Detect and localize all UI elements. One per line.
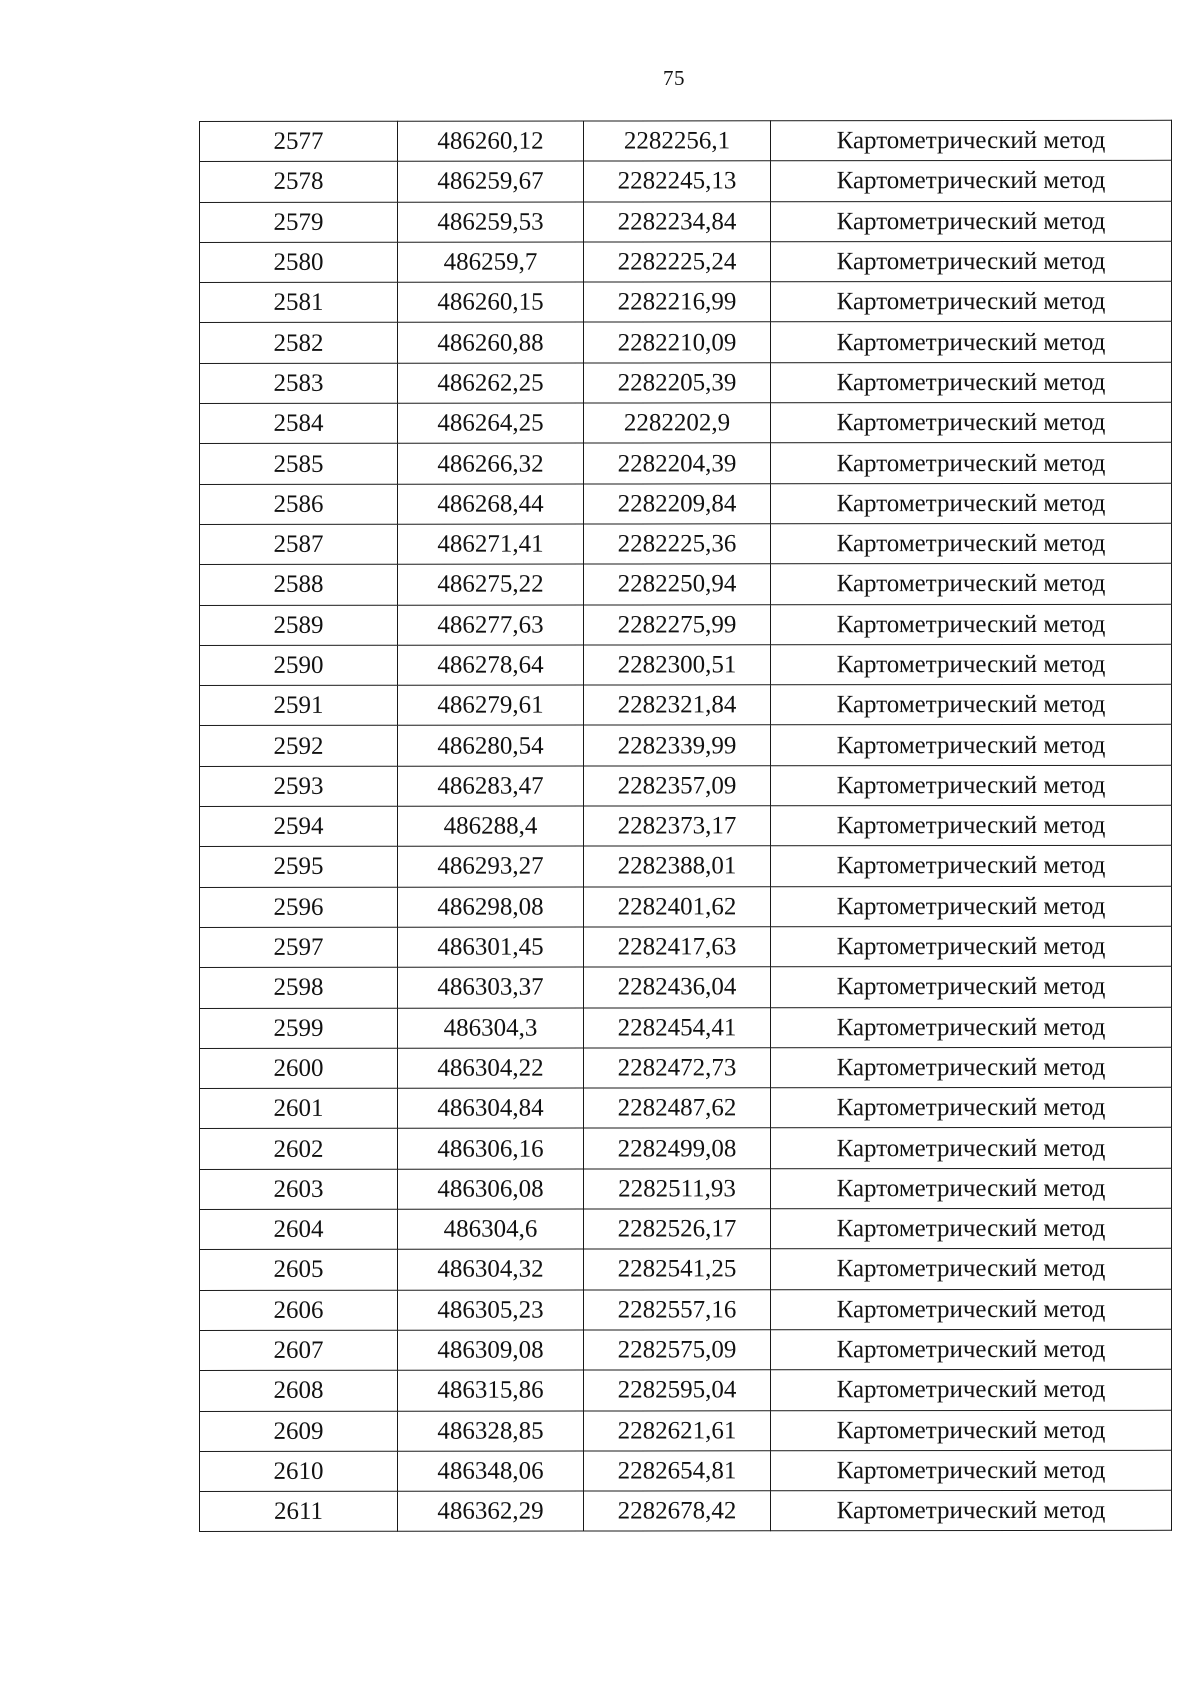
y-coordinate-cell: 2282321,84 bbox=[584, 685, 771, 726]
method-cell: Картометрический метод bbox=[771, 1410, 1172, 1451]
table-row bbox=[200, 201, 1172, 242]
point-number-cell: 2592 bbox=[200, 726, 398, 767]
point-number-cell: 2584 bbox=[200, 403, 398, 444]
table-row bbox=[200, 846, 1172, 887]
x-coordinate-cell: 486362,29 bbox=[398, 1491, 584, 1532]
method-cell: Картометрический метод bbox=[771, 322, 1172, 363]
table-row bbox=[200, 281, 1172, 322]
x-coordinate-cell: 486266,32 bbox=[398, 443, 584, 484]
y-coordinate-cell: 2282621,61 bbox=[584, 1410, 771, 1451]
table-row bbox=[200, 483, 1172, 524]
y-coordinate-cell: 2282234,84 bbox=[584, 201, 771, 242]
x-coordinate-cell: 486259,67 bbox=[398, 161, 584, 202]
y-coordinate-cell: 2282454,41 bbox=[584, 1007, 771, 1048]
method-cell: Картометрический метод bbox=[771, 1450, 1172, 1491]
point-number-cell: 2578 bbox=[200, 162, 398, 203]
method-cell: Картометрический метод bbox=[771, 201, 1172, 242]
method-cell: Картометрический метод bbox=[771, 684, 1172, 725]
y-coordinate-cell: 2282250,94 bbox=[584, 564, 771, 605]
method-cell: Картометрический метод bbox=[771, 1289, 1172, 1330]
y-coordinate-cell: 2282216,99 bbox=[584, 282, 771, 323]
table-row bbox=[200, 1128, 1172, 1169]
y-coordinate-cell: 2282388,01 bbox=[584, 846, 771, 887]
point-number-cell: 2588 bbox=[200, 565, 398, 606]
table-row bbox=[200, 322, 1172, 363]
x-coordinate-cell: 486264,25 bbox=[398, 403, 584, 444]
point-number-cell: 2605 bbox=[200, 1250, 398, 1291]
table-row bbox=[200, 161, 1172, 202]
method-cell: Картометрический метод bbox=[771, 402, 1172, 443]
table-row bbox=[200, 1087, 1172, 1128]
x-coordinate-cell: 486262,25 bbox=[398, 363, 584, 404]
method-cell: Картометрический метод bbox=[771, 483, 1172, 524]
method-cell: Картометрический метод bbox=[771, 1370, 1172, 1411]
point-number-cell: 2579 bbox=[200, 202, 398, 243]
method-cell: Картометрический метод bbox=[771, 725, 1172, 766]
method-cell: Картометрический метод bbox=[771, 765, 1172, 806]
point-number-cell: 2608 bbox=[200, 1370, 398, 1411]
table-row bbox=[200, 564, 1172, 605]
point-number-cell: 2589 bbox=[200, 605, 398, 646]
x-coordinate-cell: 486306,16 bbox=[398, 1128, 584, 1169]
method-cell: Картометрический метод bbox=[771, 1087, 1172, 1128]
y-coordinate-cell: 2282595,04 bbox=[584, 1370, 771, 1411]
y-coordinate-cell: 2282557,16 bbox=[584, 1289, 771, 1330]
x-coordinate-cell: 486279,61 bbox=[398, 685, 584, 726]
x-coordinate-cell: 486283,47 bbox=[398, 766, 584, 807]
point-number-cell: 2590 bbox=[200, 645, 398, 686]
y-coordinate-cell: 2282654,81 bbox=[584, 1451, 771, 1492]
method-cell: Картометрический метод bbox=[771, 1490, 1172, 1531]
method-cell: Картометрический метод bbox=[771, 805, 1172, 846]
method-cell: Картометрический метод bbox=[771, 1208, 1172, 1249]
method-cell: Картометрический метод bbox=[771, 886, 1172, 927]
y-coordinate-cell: 2282245,13 bbox=[584, 161, 771, 202]
method-cell: Картометрический метод bbox=[771, 1007, 1172, 1048]
y-coordinate-cell: 2282511,93 bbox=[584, 1169, 771, 1210]
x-coordinate-cell: 486260,15 bbox=[398, 282, 584, 323]
point-number-cell: 2598 bbox=[200, 967, 398, 1008]
y-coordinate-cell: 2282487,62 bbox=[584, 1088, 771, 1129]
x-coordinate-cell: 486306,08 bbox=[398, 1169, 584, 1210]
method-cell: Картометрический метод bbox=[771, 1047, 1172, 1088]
x-coordinate-cell: 486315,86 bbox=[398, 1370, 584, 1411]
y-coordinate-cell: 2282499,08 bbox=[584, 1128, 771, 1169]
page-number: 75 bbox=[663, 66, 685, 90]
y-coordinate-cell: 2282300,51 bbox=[584, 645, 771, 686]
y-coordinate-cell: 2282339,99 bbox=[584, 725, 771, 766]
y-coordinate-cell: 2282225,24 bbox=[584, 242, 771, 283]
y-coordinate-cell: 2282256,1 bbox=[584, 121, 771, 162]
point-number-cell: 2607 bbox=[200, 1330, 398, 1371]
table-row bbox=[200, 1208, 1172, 1249]
x-coordinate-cell: 486298,08 bbox=[398, 887, 584, 928]
y-coordinate-cell: 2282204,39 bbox=[584, 443, 771, 484]
x-coordinate-cell: 486348,06 bbox=[398, 1451, 584, 1492]
point-number-cell: 2596 bbox=[200, 887, 398, 928]
table-row bbox=[200, 765, 1172, 806]
point-number-cell: 2582 bbox=[200, 323, 398, 364]
x-coordinate-cell: 486259,53 bbox=[398, 202, 584, 243]
table-row bbox=[200, 241, 1172, 282]
table-row bbox=[200, 1047, 1172, 1088]
y-coordinate-cell: 2282275,99 bbox=[584, 604, 771, 645]
x-coordinate-cell: 486268,44 bbox=[398, 484, 584, 525]
x-coordinate-cell: 486328,85 bbox=[398, 1411, 584, 1452]
table-row bbox=[200, 604, 1172, 645]
table-row bbox=[200, 443, 1172, 484]
point-number-cell: 2593 bbox=[200, 766, 398, 807]
x-coordinate-cell: 486293,27 bbox=[398, 846, 584, 887]
x-coordinate-cell: 486304,3 bbox=[398, 1008, 584, 1049]
x-coordinate-cell: 486259,7 bbox=[398, 242, 584, 283]
point-number-cell: 2580 bbox=[200, 242, 398, 283]
method-cell: Картометрический метод bbox=[771, 362, 1172, 403]
table-row bbox=[200, 1168, 1172, 1209]
method-cell: Картометрический метод bbox=[771, 644, 1172, 685]
table-row bbox=[200, 1249, 1172, 1290]
y-coordinate-cell: 2282472,73 bbox=[584, 1048, 771, 1089]
table-row bbox=[200, 967, 1172, 1008]
method-cell: Картометрический метод bbox=[771, 161, 1172, 202]
method-cell: Картометрический метод bbox=[771, 241, 1172, 282]
point-number-cell: 2587 bbox=[200, 524, 398, 565]
point-number-cell: 2597 bbox=[200, 927, 398, 968]
coordinates-table bbox=[199, 120, 1172, 1533]
point-number-cell: 2600 bbox=[200, 1048, 398, 1089]
y-coordinate-cell: 2282401,62 bbox=[584, 886, 771, 927]
point-number-cell: 2595 bbox=[200, 847, 398, 888]
table-row bbox=[200, 926, 1172, 967]
point-number-cell: 2581 bbox=[200, 282, 398, 323]
table-row bbox=[200, 886, 1172, 927]
point-number-cell: 2599 bbox=[200, 1008, 398, 1049]
y-coordinate-cell: 2282417,63 bbox=[584, 927, 771, 968]
method-cell: Картометрический метод bbox=[771, 1329, 1172, 1370]
table-row bbox=[200, 805, 1172, 846]
point-number-cell: 2604 bbox=[200, 1209, 398, 1250]
x-coordinate-cell: 486301,45 bbox=[398, 927, 584, 968]
coordinates-table-body bbox=[200, 120, 1172, 1532]
x-coordinate-cell: 486303,37 bbox=[398, 967, 584, 1008]
point-number-cell: 2611 bbox=[200, 1491, 398, 1532]
method-cell: Картометрический метод bbox=[771, 120, 1172, 161]
table-row bbox=[200, 1410, 1172, 1451]
x-coordinate-cell: 486304,32 bbox=[398, 1249, 584, 1290]
x-coordinate-cell: 486260,12 bbox=[398, 121, 584, 162]
method-cell: Картометрический метод bbox=[771, 604, 1172, 645]
method-cell: Картометрический метод bbox=[771, 926, 1172, 967]
point-number-cell: 2594 bbox=[200, 806, 398, 847]
point-number-cell: 2591 bbox=[200, 685, 398, 726]
x-coordinate-cell: 486260,88 bbox=[398, 323, 584, 364]
point-number-cell: 2606 bbox=[200, 1290, 398, 1331]
y-coordinate-cell: 2282541,25 bbox=[584, 1249, 771, 1290]
method-cell: Картометрический метод bbox=[771, 443, 1172, 484]
table-row bbox=[200, 523, 1172, 564]
table-row bbox=[200, 684, 1172, 725]
table-row bbox=[200, 1289, 1172, 1330]
table-row bbox=[200, 120, 1172, 161]
y-coordinate-cell: 2282205,39 bbox=[584, 363, 771, 404]
y-coordinate-cell: 2282225,36 bbox=[584, 524, 771, 565]
y-coordinate-cell: 2282210,09 bbox=[584, 322, 771, 363]
point-number-cell: 2577 bbox=[200, 121, 398, 162]
table-row bbox=[200, 1490, 1172, 1531]
table-row bbox=[200, 644, 1172, 685]
method-cell: Картометрический метод bbox=[771, 1168, 1172, 1209]
method-cell: Картометрический метод bbox=[771, 281, 1172, 322]
point-number-cell: 2585 bbox=[200, 444, 398, 485]
y-coordinate-cell: 2282678,42 bbox=[584, 1491, 771, 1532]
x-coordinate-cell: 486304,84 bbox=[398, 1088, 584, 1129]
x-coordinate-cell: 486271,41 bbox=[398, 524, 584, 565]
point-number-cell: 2609 bbox=[200, 1411, 398, 1452]
x-coordinate-cell: 486277,63 bbox=[398, 605, 584, 646]
y-coordinate-cell: 2282209,84 bbox=[584, 483, 771, 524]
table-row bbox=[200, 1007, 1172, 1048]
x-coordinate-cell: 486278,64 bbox=[398, 645, 584, 686]
y-coordinate-cell: 2282202,9 bbox=[584, 403, 771, 444]
y-coordinate-cell: 2282436,04 bbox=[584, 967, 771, 1008]
x-coordinate-cell: 486309,08 bbox=[398, 1330, 584, 1371]
table-row bbox=[200, 1370, 1172, 1411]
point-number-cell: 2583 bbox=[200, 363, 398, 404]
table-row bbox=[200, 402, 1172, 443]
table-row bbox=[200, 1329, 1172, 1370]
method-cell: Картометрический метод bbox=[771, 1249, 1172, 1290]
y-coordinate-cell: 2282575,09 bbox=[584, 1330, 771, 1371]
method-cell: Картометрический метод bbox=[771, 564, 1172, 605]
table-row bbox=[200, 362, 1172, 403]
x-coordinate-cell: 486305,23 bbox=[398, 1290, 584, 1331]
method-cell: Картометрический метод bbox=[771, 1128, 1172, 1169]
x-coordinate-cell: 486275,22 bbox=[398, 564, 584, 605]
point-number-cell: 2601 bbox=[200, 1088, 398, 1129]
method-cell: Картометрический метод bbox=[771, 846, 1172, 887]
table-row bbox=[200, 1450, 1172, 1491]
x-coordinate-cell: 486304,6 bbox=[398, 1209, 584, 1250]
x-coordinate-cell: 486304,22 bbox=[398, 1048, 584, 1089]
x-coordinate-cell: 486288,4 bbox=[398, 806, 584, 847]
table-row bbox=[200, 725, 1172, 766]
y-coordinate-cell: 2282357,09 bbox=[584, 766, 771, 807]
point-number-cell: 2603 bbox=[200, 1169, 398, 1210]
y-coordinate-cell: 2282373,17 bbox=[584, 806, 771, 847]
method-cell: Картометрический метод bbox=[771, 523, 1172, 564]
point-number-cell: 2586 bbox=[200, 484, 398, 525]
x-coordinate-cell: 486280,54 bbox=[398, 725, 584, 766]
method-cell: Картометрический метод bbox=[771, 967, 1172, 1008]
y-coordinate-cell: 2282526,17 bbox=[584, 1209, 771, 1250]
point-number-cell: 2602 bbox=[200, 1129, 398, 1170]
point-number-cell: 2610 bbox=[200, 1451, 398, 1492]
